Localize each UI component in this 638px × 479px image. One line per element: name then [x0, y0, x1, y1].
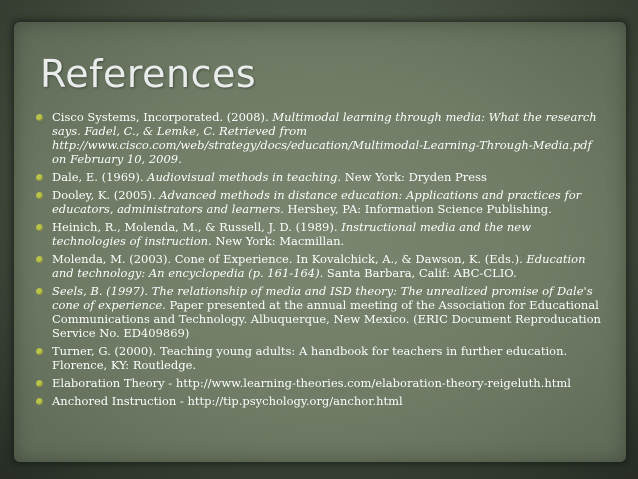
reference-text: Dale, E. (1969). [52, 170, 148, 184]
bullet-icon [36, 348, 43, 355]
reference-text: Education and technology: An encyclopedia (p. 161-164) [52, 252, 586, 280]
reference-text: Advanced methods in distance education: Applications and practices for educators, administrators and learners. [52, 188, 582, 216]
reference-text: . New York: Macmillan. [208, 234, 345, 248]
reference-text: Cisco Systems, Incorporated. (2008). [52, 110, 273, 124]
reference-text: Hershey, PA: Information Science Publishing. [283, 202, 552, 216]
bullet-icon [36, 192, 43, 199]
bullet-icon [36, 114, 43, 121]
reference-text: Multimodal learning through media: What the research says. Fadel, C., & Lemke, C. Retrieved from http://www.cisco.com/web/strategy/docs/education/Multimodal-Learning-Through-Media.pdf on February 10, 2009. [52, 110, 597, 166]
reference-text: Dooley, K. (2005). [52, 188, 160, 202]
bullet-icon [36, 380, 43, 387]
reference-item [34, 344, 604, 372]
reference-text: Instructional media and the new technologies of instruction [52, 220, 531, 248]
reference-text: Heinich, R., Molenda, M., & Russell, J. D. (1989). [52, 220, 342, 234]
bullet-icon [36, 288, 43, 295]
bullet-icon [36, 256, 43, 263]
reference-text: Paper presented at the annual meeting of the Association for Educational Communications and Technology. Albuquerque, New Mexico. (ERIC Document Reproducation Service No. ED409869) [52, 298, 601, 340]
reference-text: Seels, B. (1997). The relationship of media and ISD theory: The unrealized promise of Dale's cone of experience. [52, 284, 593, 312]
references-list [34, 110, 604, 412]
reference-text: Molenda, M. (2003). Cone of Experience. In Kovalchick, A., & Dawson, K. (Eds.). [52, 252, 527, 266]
reference-text: . New York: Dryden Press [337, 170, 487, 184]
reference-item [34, 252, 604, 280]
reference-text: Turner, G. (2000). Teaching young adults: A handbook for teachers in further education. Florence, KY: Routledge. [52, 344, 568, 372]
reference-text: Anchored Instruction - http://tip.psychology.org/anchor.html [52, 394, 403, 408]
reference-text: Elaboration Theory - http://www.learning-theories.com/elaboration-theory-reigeluth.html [52, 376, 571, 390]
reference-text: Audiovisual methods in teaching [147, 170, 338, 184]
bullet-icon [36, 224, 43, 231]
reference-item [34, 188, 604, 216]
reference-item [34, 220, 604, 248]
reference-item [34, 376, 604, 390]
reference-item [34, 394, 604, 408]
reference-item [34, 170, 604, 184]
bullet-icon [36, 174, 43, 181]
slide-title: References [40, 52, 257, 96]
reference-item [34, 110, 604, 166]
reference-text: . Santa Barbara, Calif: ABC-CLIO. [319, 266, 517, 280]
bullet-icon [36, 398, 43, 405]
reference-item [34, 284, 604, 340]
